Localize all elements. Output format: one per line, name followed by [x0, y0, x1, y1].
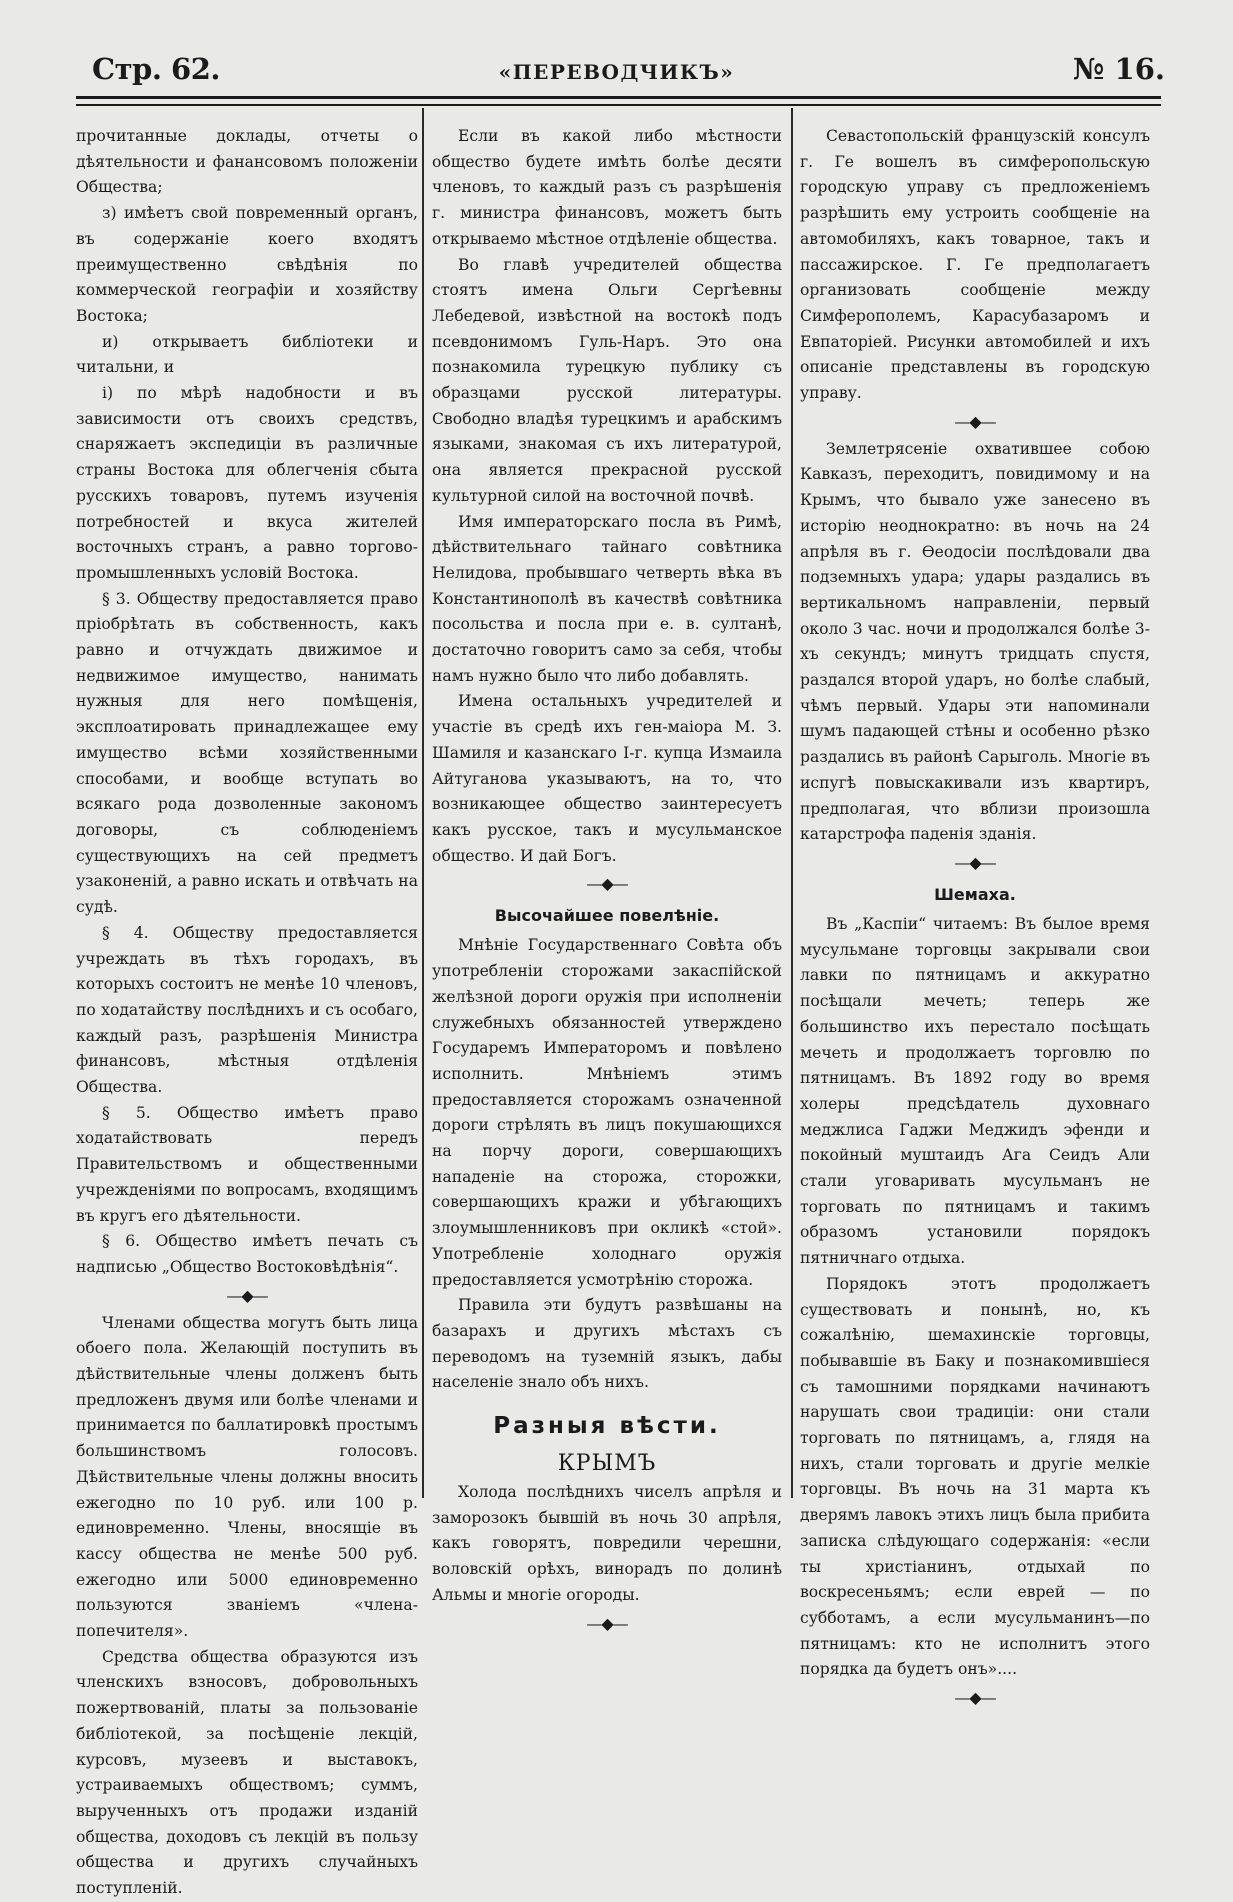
- header-rule-top: [76, 96, 1161, 99]
- header-rule-bottom: [76, 104, 1161, 106]
- page-header: [0, 52, 1233, 92]
- paragraph: і) по мѣрѣ надобности и въ зависимости отъ своихъ средствъ, снаряжаетъ экспедиціи въ различные страны Востока для облегченія сбыта русскихъ товаровъ, путемъ изученія потребностей и вкуса жителей восточныхъ странъ, а равно торгово-промышленныхъ условій Востока.: [76, 384, 418, 582]
- paragraph: Если въ какой либо мѣстности общество будете имѣть болѣе десяти членовъ, то каждый разъ съ разрѣшенія г. министра финансовъ, можетъ быть открываемо мѣстное отдѣленіе общества.: [432, 127, 782, 248]
- paragraph: § 3. Обществу предоставляется право пріобрѣтать въ собственность, какъ равно и отчуждать движимое и недвижимое имущество, нанимать нужныя для него помѣщенія, эксплоатировать принадлежащее ему имущество всѣми хозяйственными способами, и вообще вступать во всякаго рода дозволенные закономъ договоры, съ соблюденіемъ существующихъ на сей предметъ узаконеній, а равно искать и отвѣчать на судѣ.: [76, 589, 418, 917]
- paragraph: Землетрясеніе охватившее собою Кавказъ, переходитъ, повидимому и на Крымъ, что бывало уже занесено въ исторію неоднократно: въ ночь на 24 апрѣля въ г. Ѳеодосіи послѣдовали два подземныхъ удара; удары раздались въ вертикальномъ направленіи, первый около 3 час. ночи и продолжался болѣе 3-хъ секундъ; минутъ тридцать спустя, раздался второй ударъ, но болѣе слабый, чѣмъ первый. Удары эти напоминали шумъ падающей стѣны и особенно рѣзко раздались въ районѣ Сарыголь. Многіе въ испугѣ повыскакивали изъ квартиръ, предполагая, что вблизи произошла катарстрофа паденія зданія.: [800, 439, 1150, 844]
- paragraph: § 6. Общество имѣетъ печать съ надписью „Общество Востоковѣдѣнія“.: [76, 1232, 418, 1276]
- column-1: [76, 124, 418, 1902]
- column-divider: [791, 108, 793, 1498]
- page-number: Стр. 62.: [92, 52, 220, 86]
- column-divider: [422, 108, 424, 1498]
- paragraph: Имена остальныхъ учредителей и участіе въ средѣ ихъ ген-маіора М. З. Шамиля и казанскаго І-г. купца Измаила Айтуганова указываютъ, на то, что возникающее общество заинтересуетъ какъ русское, такъ и мусульманское общество. И дай Богъ.: [432, 692, 782, 865]
- section-heading: Высочайшее повелѣніе.: [494, 906, 720, 926]
- section-divider: —◆—: [226, 1285, 268, 1305]
- newspaper-title: «ПЕРЕВОДЧИКЪ»: [498, 60, 735, 84]
- section-subheading: КРЫМЪ: [557, 1451, 657, 1477]
- paragraph: Порядокъ этотъ продолжаетъ существовать и понынѣ, но, къ сожалѣнію, шемахинскіе торговцы, побывавшіе въ Баку и познакомившіеся съ тамошними порядками начинаютъ нарушать свои традиціи: они стали торговать по пятницамъ, а, глядя на нихъ, стали торговать и другіе мелкіе торговцы. Въ ночь на 31 марта къ дверямъ лавокъ этихъ лицъ была прибита записка слѣдующаго содержанія: «если ты христіанинъ, отдыхай по воскресеньямъ; если еврей — по субботамъ, а если мусульманинъ—по пятницамъ: кто не исполнитъ этого порядка да будетъ онъ»....: [800, 1274, 1150, 1679]
- section-divider: —◆—: [586, 874, 628, 894]
- column-3: [800, 124, 1150, 1713]
- issue-number: № 16.: [1072, 52, 1165, 86]
- section-divider: —◆—: [954, 852, 996, 872]
- section-heading: Шемаха.: [934, 884, 1016, 904]
- paragraph: § 5. Общество имѣетъ право ходатайствовать передъ Правительствомъ и общественными учрежденіями по вопросамъ, входящимъ въ кругъ его дѣятельности.: [76, 1103, 418, 1225]
- section-divider: —◆—: [586, 1613, 628, 1633]
- paragraph: Холода послѣднихъ чиселъ апрѣля и заморозокъ бывшій въ ночь 30 апрѣля, какъ говорятъ, повредили черешни, воловскій орѣхъ, винорадъ по долинѣ Альмы и многіе огороды.: [432, 1483, 782, 1604]
- paragraph: Правила эти будутъ развѣшаны на базарахъ и другихъ мѣстахъ съ переводомъ на туземній языкъ, дабы населеніе знало объ нихъ.: [432, 1296, 782, 1392]
- section-heading: Разныя вѣсти.: [493, 1413, 721, 1440]
- paragraph: и) открываетъ библіотеки и читальни, и: [76, 332, 418, 377]
- paragraph: Во главѣ учредителей общества стоятъ имена Ольги Сергѣевны Лебедевой, извѣстной на востокѣ подъ псевдонимомъ Гуль-Наръ. Это она познакомила турецкую публику съ образцами русской литературы. Свободно владѣя турецкимъ и арабскимъ языками, знакомая съ ихъ литературой, она является прекрасной русской культурной силой на восточной почвѣ.: [432, 255, 782, 505]
- paragraph: Средства общества образуются изъ членскихъ взносовъ, добровольныхъ пожертвованій, платы за пользованіе библіотекой, за посѣщеніе лекцій, курсовъ, музеевъ и выставокъ, устраиваемыхъ обществомъ; суммъ, вырученныхъ отъ продажи изданій общества, доходовъ съ лекцій въ пользу общества и другихъ случайныхъ поступленій.: [76, 1647, 418, 1898]
- section-divider: —◆—: [954, 411, 996, 431]
- section-divider: —◆—: [954, 1688, 996, 1708]
- paragraph: Мнѣніе Государственнаго Совѣта объ употребленіи сторожами закаспійской желѣзной дороги оружія при исполненіи служебныхъ обязанностей утверждено Государемъ Императоромъ и повѣлено исполнить. Мнѣніемъ этимъ предоставляется сторожамъ означенной дороги стрѣлять въ лицъ покушающихся на порчу дороги, совершающихъ нападеніе на сторожа, сторожки, совершающихъ кражи и убѣгающихъ злоумышленниковъ при окликѣ «стой». Употребленіе холоднаго оружія предоставляется усмотрѣнію сторожа.: [432, 936, 782, 1289]
- paragraph: Членами общества могутъ быть лица обоего пола. Желающій поступить въ дѣйствительные члены долженъ быть предложенъ двумя или болѣе членами и принимается по баллатировкѣ простымъ большинствомъ голосовъ. Дѣйствительные члены должны вносить ежегодно по 10 руб. или 100 р. единовременно. Члены, вносящіе въ кассу общества не менѣе 500 руб. ежегодно или 5000 единовременно пользуются званіемъ «члена-попечителя».: [76, 1313, 418, 1641]
- paragraph: з) имѣетъ свой повременный органъ, въ содержаніе коего входятъ преимущественно свѣдѣнія по коммерческой географіи и хозяйству Востока;: [76, 204, 418, 325]
- column-2: [432, 124, 782, 1639]
- paragraph: Имя императорскаго посла въ Римѣ, дѣйствительнаго тайнаго совѣтника Нелидова, пробывшаго четверть вѣка въ Константинополѣ въ качествѣ совѣтника посольства и посла при е. в. султанѣ, достаточно говоритъ само за себя, чтобы намъ нужно было что либо добавлять.: [432, 512, 782, 685]
- paragraph: прочитанные доклады, отчеты о дѣятельности и фанансовомъ положеніи Общества;: [76, 127, 418, 197]
- paragraph: Севастопольскій французскій консулъ г. Ге вошелъ въ симферопольскую городскую управу съ предложеніемъ разрѣшить ему устроить сообщеніе на автомобиляхъ, какъ товарное, такъ и пассажирское. Г. Ге предполагаетъ организовать сообщеніе между Симферополемъ, Карасубазаромъ и Евпаторіей. Рисунки автомобилей и ихъ описаніе представлены въ городскую управу.: [800, 127, 1150, 403]
- paragraph: Въ „Каспіи“ читаемъ: Въ былое время мусульмане торговцы закрывали свои лавки по пятницамъ и аккуратно посѣщали мечеть; теперь же большинство ихъ перестало посѣщать мечеть и продолжаетъ торговлю по пятницамъ. Въ 1892 году во время холеры предсѣдатель духовнаго меджлиса Гаджи Меджидъ эфенди и покойный муштаидъ Ага Сеидъ Али стали уговаривать мусульманъ не торговать по пятницамъ и такимъ образомъ установили порядокъ пятничнаго отдыха.: [800, 914, 1150, 1268]
- paragraph: § 4. Обществу предоставляется учреждать въ тѣхъ городахъ, въ которыхъ состоитъ не менѣе 10 членовъ, по ходатайству послѣднихъ и съ особаго, каждый разъ, разрѣшенія Министра финансовъ, мѣстныя отдѣленія Общества.: [76, 923, 418, 1097]
